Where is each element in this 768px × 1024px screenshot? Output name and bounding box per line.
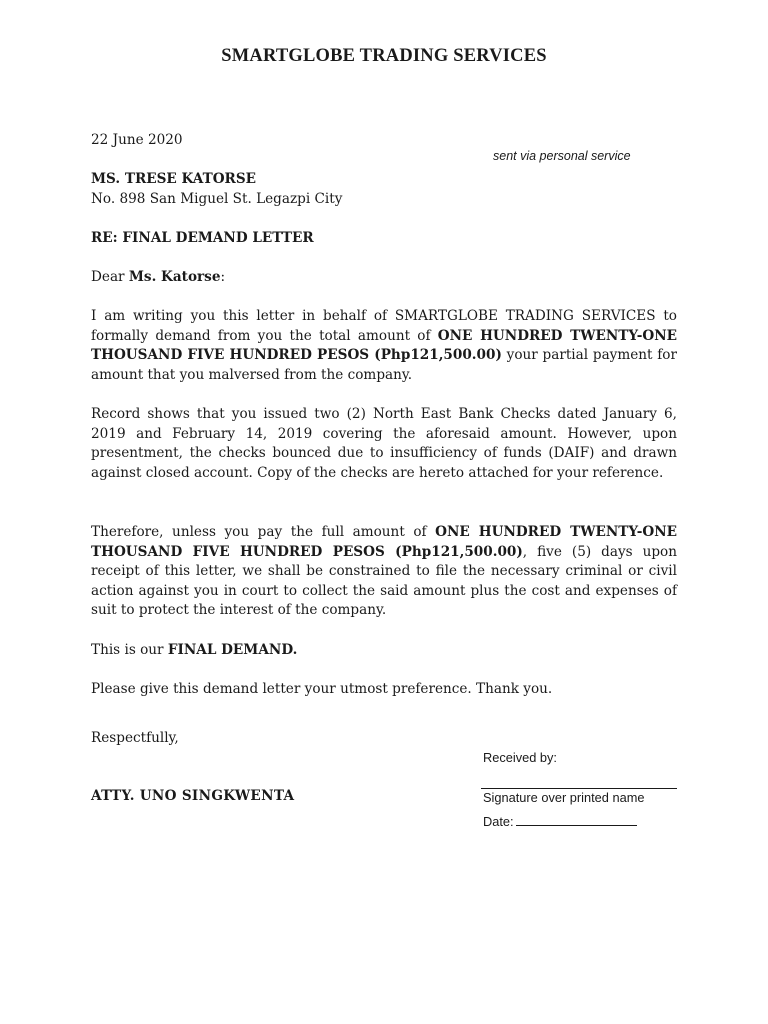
paragraph-final-demand	[91, 641, 677, 661]
paragraph-legal-action	[91, 523, 677, 621]
letter-subject: RE: FINAL DEMAND LETTER	[91, 230, 314, 246]
received-date-blank	[516, 811, 637, 826]
recipient-address: No. 898 San Miguel St. Legazpi City	[91, 191, 343, 207]
signature-caption: Signature over printed name	[483, 790, 645, 805]
received-date-label: Date:	[483, 814, 514, 829]
salutation-suffix: :	[220, 269, 226, 285]
closing-line: Respectfully,	[91, 730, 179, 746]
recipient-name: MS. TRESE KATORSE	[91, 171, 257, 187]
paragraph1-text-before: I am writing you this letter in behalf of SMARTGLOBE TRADING SERVICES to formally demand from you the total amount of	[91, 308, 677, 344]
salutation-prefix: Dear	[91, 269, 129, 285]
paragraph4-emphasis: FINAL DEMAND.	[167, 642, 298, 658]
paragraph3-amount: ONE HUNDRED TWENTY-ONE THOUSAND FIVE HUNDRED PESOS (Php121,500.00)	[91, 524, 677, 560]
received-date-field	[483, 811, 637, 829]
paragraph3-text-before: Therefore, unless you pay the full amount of	[91, 524, 436, 540]
letterhead-company-name: SMARTGLOBE TRADING SERVICES	[221, 46, 547, 66]
paragraph4-text-before: This is our	[91, 642, 168, 658]
paragraph-checks-record: Record shows that you issued two (2) North East Bank Checks dated January 6, 2019 and February 14, 2019 covering the aforesaid amount. However, upon presentment, the checks bounced due to insufficiency of funds (DAIF) and drawn against closed account. Copy of the checks are hereto attached for your reference.	[91, 406, 677, 481]
signature-line	[481, 788, 677, 789]
signatory-name: ATTY. UNO SINGKWENTA	[91, 788, 295, 804]
salutation-name: Ms. Katorse	[128, 269, 221, 285]
paragraph1-amount: ONE HUNDRED TWENTY-ONE THOUSAND FIVE HUNDRED PESOS (Php121,500.00)	[91, 327, 678, 364]
paragraph3-text-after: , five (5) days upon receipt of this letter, we shall be constrained to file the necessary criminal or civil action against you in court to collect the said amount plus the cost and expenses of suit to protect the interest of the company.	[91, 543, 677, 619]
paragraph-thank-you: Please give this demand letter your utmost preference. Thank you.	[91, 681, 553, 697]
delivery-note: sent via personal service	[493, 149, 631, 163]
salutation	[91, 268, 225, 288]
paragraph-demand-amount	[91, 307, 677, 385]
paragraph1-text-after: your partial payment for amount that you malversed from the company.	[91, 347, 677, 383]
letter-date: 22 June 2020	[91, 132, 183, 148]
received-by-label: Received by:	[483, 750, 557, 765]
